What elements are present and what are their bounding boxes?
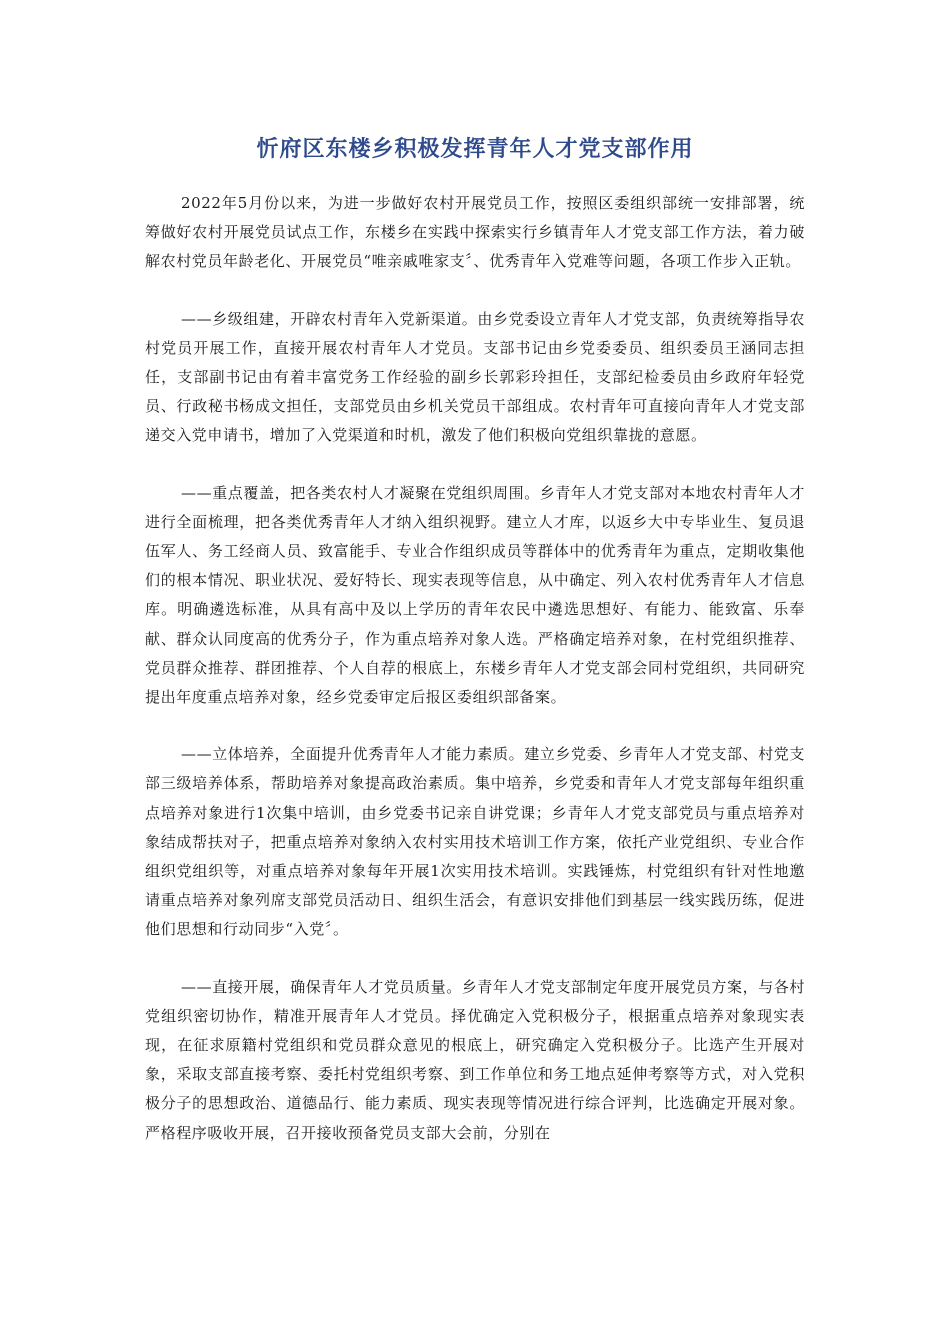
section-paragraph-training: ——立体培养，全面提升优秀青年人才能力素质。建立乡党委、乡青年人才党支部、村党支部三级培养体系，帮助培养对象提高政治素质。集中培养，乡党委和青年人才党支部每年组织重点培养对象进行1次集中培训，由乡党委书记亲自讲党课；乡青年人才党支部党员与重点培养对象结成帮扶对子，把重点培养对象纳入农村实用技术培训工作方案，依托产业党组织、专业合作组织党组织等，对重点培养对象每年开展1次实用技术培训。实践锤炼，村党组织有针对性地邀请重点培养对象列席支部党员活动日、组织生活会，有意识安排他们到基层一线实践历练，促进他们思想和行动同步“入党〞。	[145, 745, 806, 939]
document-title: 忻府区东楼乡积极发挥青年人才党支部作用	[256, 137, 694, 162]
document-page	[145, 120, 805, 1176]
intro-paragraph: 2022年5月份以来，为进一步做好农村开展党员工作，按照区委组织部统一安排部署，统筹做好农村开展党员试点工作，东楼乡在实践中探索实行乡镇青年人才党支部工作方法，着力破解农村党员年龄老化、开展党员“唯亲戚唯家支〞、优秀青年入党难等问题，各项工作步入正轨。	[145, 194, 805, 271]
section-paragraph-key-coverage: ——重点覆盖，把各类农村人才凝聚在党组织周围。乡青年人才党支部对本地农村青年人才进行全面梳理，把各类优秀青年人才纳入组织视野。建立人才库，以返乡大中专毕业生、复员退伍军人、务工经商人员、致富能手、专业合作组织成员等群体中的优秀青年为重点，定期收集他们的根本情况、职业状况、爱好特长、现实表现等信息，从中确定、列入农村优秀青年人才信息库。明确遴选标准，从具有高中及以上学历的青年农民中遴选思想好、有能力、能致富、乐奉献、群众认同度高的优秀分子，作为重点培养对象人选。严格确定培养对象，在村党组织推荐、党员群众推荐、群团推荐、个人自荐的根底上，东楼乡青年人才党支部会同村党组织，共同研究提出年度重点培养对象，经乡党委审定后报区委组织部备案。	[145, 483, 806, 707]
section-paragraph-direct-development: ——直接开展，确保青年人才党员质量。乡青年人才党支部制定年度开展党员方案，与各村党组织密切协作，精准开展青年人才党员。择优确定入党积极分子，根据重点培养对象现实表现，在征求原籍村党组织和党员群众意见的根底上，研究确定入党积极分子。比选产生开展对象，采取支部直接考察、委托村党组织考察、到工作单位和务工地点延伸考察等方式，对入党积极分子的思想政治、道德品行、能力素质、现实表现等情况进行综合评判，比选确定开展对象。严格程序吸收开展，召开接收预备党员支部大会前，分别在	[145, 977, 806, 1142]
section-paragraph-township-branch: ——乡级组建，开辟农村青年入党新渠道。由乡党委设立青年人才党支部，负责统筹指导农村党员开展工作，直接开展农村青年人才党员。支部书记由乡党委委员、组织委员王涵同志担任，支部副书记由有着丰富党务工作经验的副乡长郭彩玲担任，支部纪检委员由乡政府年轻党员、行政秘书杨成文担任，支部党员由乡机关党员干部组成。农村青年可直接向青年人才党支部递交入党申请书，增加了入党渠道和时机，激发了他们积极向党组织靠拢的意愿。	[145, 309, 806, 445]
